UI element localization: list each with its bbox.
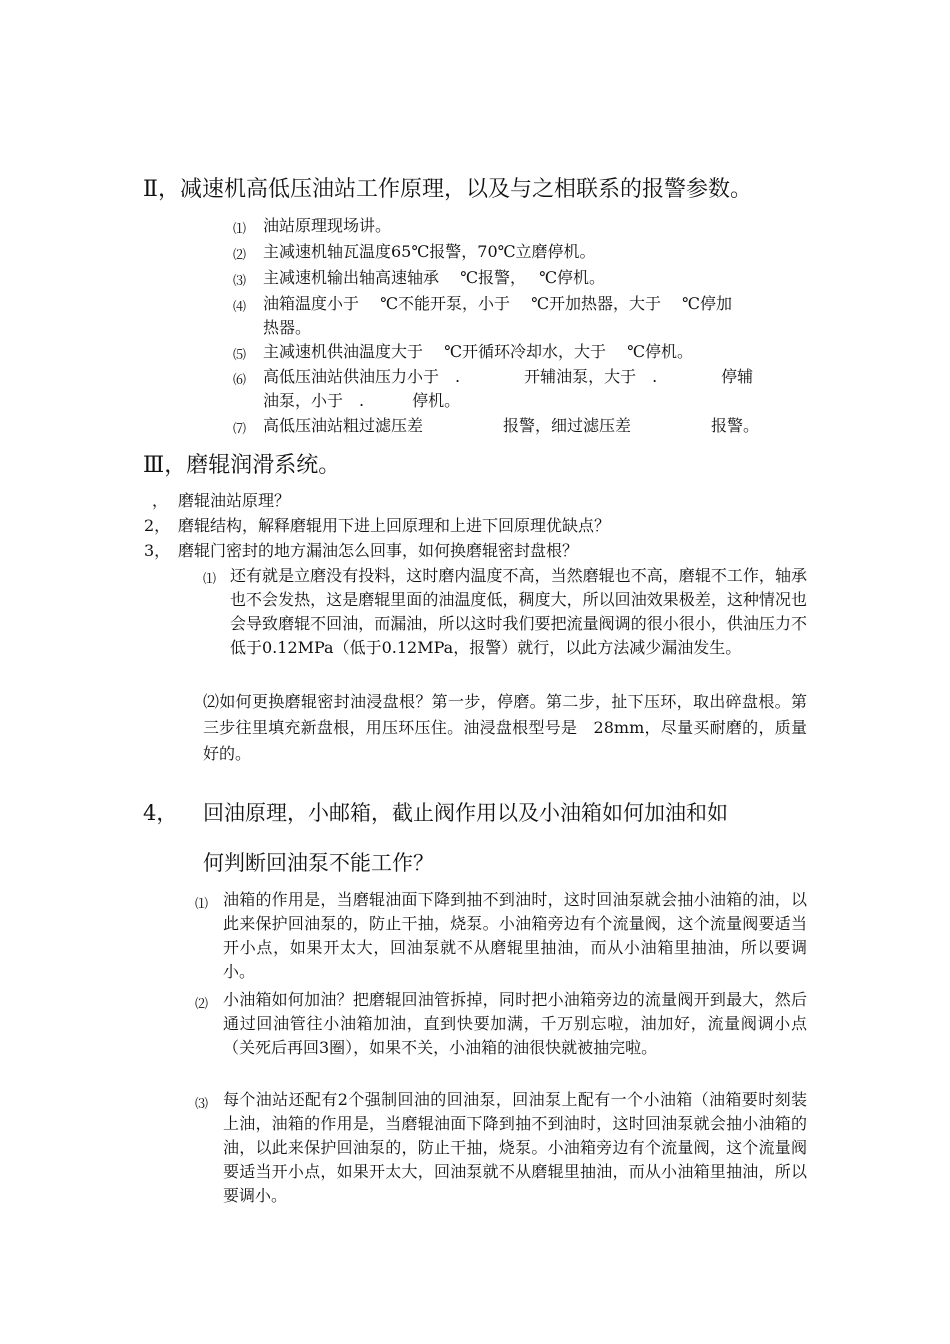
paragraph: 小油箱如何加油？把磨辊回油管拆掉，同时把小油箱旁边的流量阀开到最大，然后通过回油管往小油箱加油，直到快要加满，千万别忘啦，油加好，流量阀调小点（关死后再回3圈），如果不关，小油箱的油很快就被抽完啦。 (223, 990, 807, 1057)
sub-num: ⑴ (203, 572, 217, 587)
item-text: 油站原理现场讲。 (263, 216, 392, 235)
para-num: ⑵ (195, 997, 209, 1012)
paragraph: 每个油站还配有2个强制回油的回油泵，回油泵上配有一个小油箱（油箱要时刻装上油，油箱的作用是，当磨辊油面下降到抽不到油时，这时回油泵就会抽小油箱的油，以此来保护回油泵的，防止干抽，烧泵。小油箱旁边有个流量阀，这个流量阀要适当开小点，如果开太大，回油泵就不从磨辊里抽油，而从小油箱里抽油，所以要调小。 (223, 1090, 807, 1205)
sub-paragraph: ⑵如何更换磨辊密封油浸盘根？第一步，停磨。第二步，扯下压环，取出碎盘根。第三步往里填充新盘根，用压环压住。油浸盘根型号是 28mm，尽量买耐磨的，质量好的。 (203, 692, 807, 763)
item-text-cont: 热器。 (263, 318, 312, 337)
list-item: 磨辊油站原理？ (178, 491, 291, 510)
item-num: ⑵ (233, 248, 247, 263)
list-num: 3， (144, 541, 171, 560)
item-num: ⑺ (233, 422, 247, 437)
para-num: ⑴ (195, 897, 209, 912)
item-num: ⑹ (233, 373, 247, 388)
item-text: 高低压油站供油压力小于 . 开辅油泵，大于 . 停辅 (263, 367, 754, 386)
section-4-heading: 回油原理，小邮箱，截止阀作用以及小油箱如何加油和如 (203, 801, 728, 825)
section-4-num: 4， (143, 801, 178, 825)
item-text-cont: 油泵，小于 . 停机。 (263, 391, 461, 410)
item-text: 主减速机轴瓦温度65℃报警，70℃立磨停机。 (263, 242, 596, 261)
item-num: ⑶ (233, 274, 247, 289)
list-num: ， (152, 491, 169, 510)
list-item: 磨辊门密封的地方漏油怎么回事，如何换磨辊密封盘根？ (178, 541, 579, 560)
section-4-heading-cont: 何判断回油泵不能工作？ (203, 851, 434, 875)
list-num: 2， (144, 516, 171, 535)
paragraph: 油箱的作用是，当磨辊油面下降到抽不到油时，这时回油泵就会抽小油箱的油，以此来保护回油泵的，防止干抽，烧泵。小油箱旁边有个流量阀，这个流量阀要适当开小点，如果开太大，回油泵就不从磨辊里抽油，而从小油箱里抽油，所以要调小。 (223, 890, 807, 981)
item-text: 油箱温度小于 ℃不能开泵，小于 ℃开加热器，大于 ℃停加 (263, 294, 732, 313)
section-3-heading: Ⅲ，磨辊润滑系统。 (143, 453, 341, 478)
item-text: 高低压油站粗过滤压差 报警，细过滤压差 报警。 (263, 416, 760, 435)
item-num: ⑷ (233, 300, 247, 315)
sub-paragraph: 还有就是立磨没有投料，这时磨内温度不高，当然磨辊也不高，磨辊不工作，轴承也不会发热，这是磨辊里面的油温度低，稠度大，所以回油效果极差，这种情况也会导致磨辊不回油，而漏油，所以这时我们要把流量阀调的很小很小，供油压力不低于0.12MPa（低于0.12MPa，报警）就行，以此方法减少漏油发生。 (230, 566, 807, 657)
list-item: 磨辊结构，解释磨辊用下进上回原理和上进下回原理优缺点？ (178, 516, 611, 535)
para-num: ⑶ (195, 1097, 209, 1112)
item-num: ⑴ (233, 222, 247, 237)
item-num: ⑸ (233, 348, 247, 363)
item-text: 主减速机供油温度大于 ℃开循环冷却水，大于 ℃停机。 (263, 342, 693, 361)
item-text: 主减速机输出轴高速轴承 ℃报警， ℃停机。 (263, 268, 605, 287)
section-2-heading: Ⅱ，减速机高低压油站工作原理，以及与之相联系的报警参数。 (143, 177, 752, 202)
